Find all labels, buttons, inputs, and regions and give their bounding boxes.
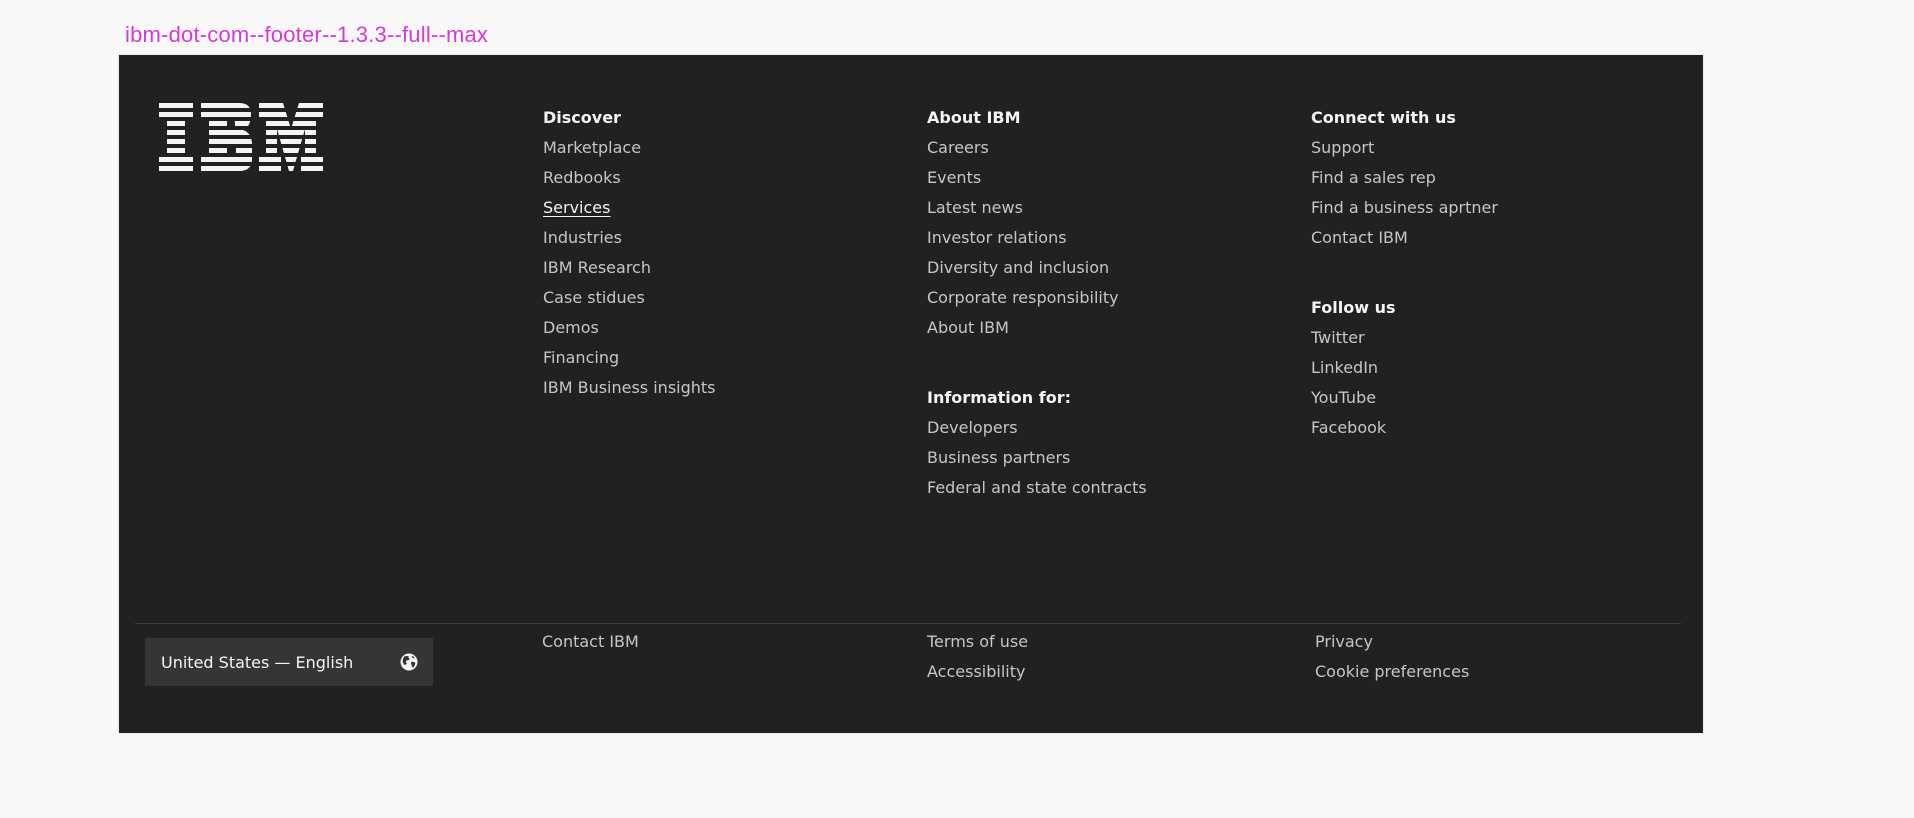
- footer-link-financing[interactable]: Financing: [543, 348, 620, 367]
- footer-link-about-ibm[interactable]: About IBM: [927, 318, 1009, 337]
- footer-link-marketplace[interactable]: Marketplace: [543, 138, 642, 157]
- footer-link-case-studies[interactable]: Case stidues: [543, 288, 645, 307]
- footer-link-developers[interactable]: Developers: [927, 418, 1018, 437]
- ibm-footer: [119, 55, 1703, 733]
- locale-label: United States — English: [161, 652, 354, 672]
- footer-link-support[interactable]: Support: [1311, 138, 1375, 157]
- legal-links-column-2: [927, 627, 1028, 687]
- ibm-logo-icon[interactable]: [159, 103, 323, 171]
- footer-link-events[interactable]: Events: [927, 168, 982, 187]
- link-list: [1311, 323, 1498, 443]
- globe-icon: [399, 652, 419, 672]
- link-group-about-ibm: [927, 103, 1147, 343]
- footer-link-business-insights[interactable]: IBM Business insights: [543, 378, 716, 397]
- frame-label: ibm-dot-com--footer--1.3.3--full--max: [125, 22, 489, 47]
- legal-links-column-3: [1315, 627, 1469, 687]
- footer-link-industries[interactable]: Industries: [543, 228, 622, 247]
- footer-link-careers[interactable]: Careers: [927, 138, 989, 157]
- link-group-information-for: [927, 383, 1147, 503]
- footer-divider: [135, 623, 1681, 624]
- link-group-follow-us: [1311, 293, 1498, 443]
- footer-link-investor-relations[interactable]: Investor relations: [927, 228, 1067, 247]
- link-group-connect: [1311, 103, 1498, 253]
- footer-link-demos[interactable]: Demos: [543, 318, 599, 337]
- legal-link-contact-ibm[interactable]: Contact IBM: [542, 632, 639, 651]
- link-list: [927, 413, 1147, 503]
- legal-link-privacy[interactable]: Privacy: [1315, 632, 1373, 651]
- legal-link-accessibility[interactable]: Accessibility: [927, 662, 1026, 681]
- footer-link-ibm-research[interactable]: IBM Research: [543, 258, 651, 277]
- group-title: Follow us: [1311, 298, 1396, 317]
- footer-link-twitter[interactable]: Twitter: [1311, 328, 1365, 347]
- footer-link-corporate-responsibility[interactable]: Corporate responsibility: [927, 288, 1119, 307]
- footer-link-linkedin[interactable]: LinkedIn: [1311, 358, 1379, 377]
- footer-link-sales-rep[interactable]: Find a sales rep: [1311, 168, 1436, 187]
- footer-column-discover: [543, 103, 716, 443]
- group-title: Connect with us: [1311, 108, 1456, 127]
- link-list: [1311, 133, 1498, 253]
- footer-link-diversity[interactable]: Diversity and inclusion: [927, 258, 1110, 277]
- footer-link-services[interactable]: Services: [543, 198, 611, 217]
- footer-column-connect: [1311, 103, 1498, 483]
- footer-link-federal-contracts[interactable]: Federal and state contracts: [927, 478, 1147, 497]
- footer-column-about: [927, 103, 1147, 543]
- footer-link-business-partners[interactable]: Business partners: [927, 448, 1071, 467]
- footer-link-contact-ibm[interactable]: Contact IBM: [1311, 228, 1408, 247]
- link-list: [927, 133, 1147, 343]
- group-title: Information for:: [927, 388, 1071, 407]
- legal-link-terms-of-use[interactable]: Terms of use: [927, 632, 1029, 651]
- group-title: Discover: [543, 108, 621, 127]
- footer-link-business-partner[interactable]: Find a business aprtner: [1311, 198, 1498, 217]
- footer-link-latest-news[interactable]: Latest news: [927, 198, 1023, 217]
- group-title: About IBM: [927, 108, 1021, 127]
- locale-selector-button[interactable]: [145, 638, 433, 686]
- footer-link-youtube[interactable]: YouTube: [1311, 388, 1377, 407]
- footer-link-facebook[interactable]: Facebook: [1311, 418, 1387, 437]
- legal-links-column-1: [542, 627, 639, 657]
- link-group-discover: [543, 103, 716, 403]
- footer-link-redbooks[interactable]: Redbooks: [543, 168, 621, 187]
- link-list: [543, 133, 716, 403]
- legal-link-cookie-preferences[interactable]: Cookie preferences: [1315, 662, 1470, 681]
